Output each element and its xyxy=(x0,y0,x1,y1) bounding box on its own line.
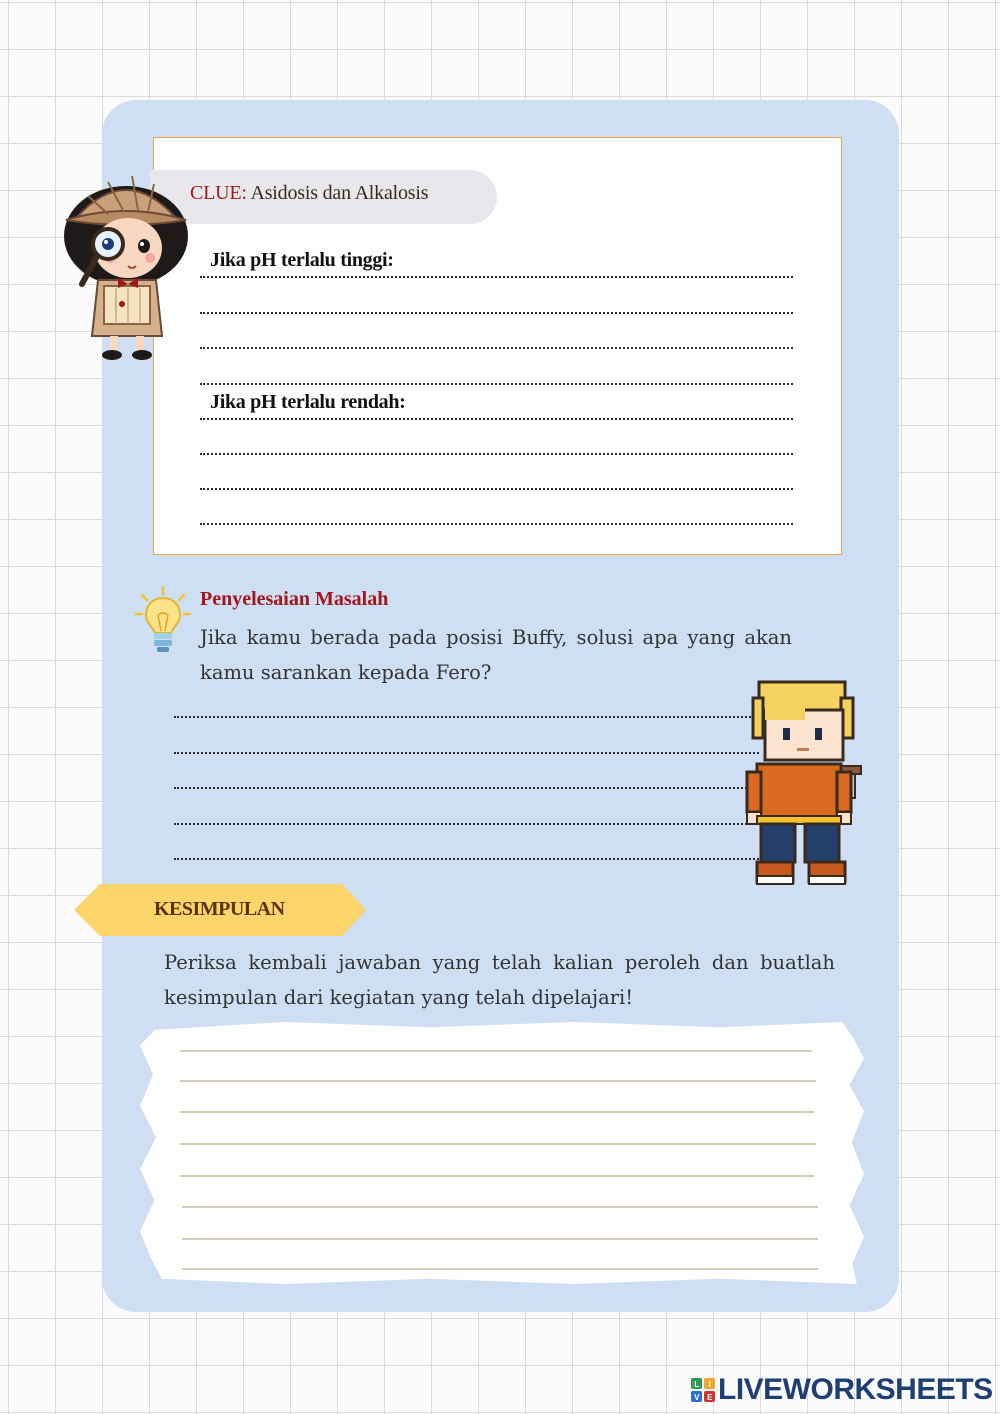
detective-girl-illustration xyxy=(58,166,194,362)
conclusion-line-3[interactable] xyxy=(180,1111,814,1113)
conclusion-line-6[interactable] xyxy=(182,1206,818,1208)
ph-low-label: Jika pH terlalu rendah: xyxy=(210,391,406,413)
answer-line-low-1[interactable] xyxy=(200,418,793,420)
clue-label: CLUE: xyxy=(190,182,247,204)
conclusion-line-2[interactable] xyxy=(180,1080,816,1082)
conclusion-line-5[interactable] xyxy=(180,1175,814,1177)
answer-line-high-2[interactable] xyxy=(200,312,793,314)
conclusion-line-7[interactable] xyxy=(182,1238,818,1240)
svg-text:E: E xyxy=(707,1393,712,1402)
conclusion-line-8[interactable] xyxy=(182,1268,818,1270)
ph-high-label: Jika pH terlalu tinggi: xyxy=(210,249,394,271)
svg-text:V: V xyxy=(694,1393,699,1402)
solution-line-4[interactable] xyxy=(174,823,759,825)
conclusion-paper xyxy=(140,1022,864,1284)
svg-text:I: I xyxy=(708,1380,711,1389)
liveworksheets-brand[interactable] xyxy=(690,1373,993,1407)
answer-line-high-4[interactable] xyxy=(200,383,793,385)
answer-line-low-2[interactable] xyxy=(200,453,793,455)
answer-line-high-1[interactable] xyxy=(200,276,793,278)
clue-topic: Asidosis dan Alkalosis xyxy=(250,182,429,204)
solution-line-3[interactable] xyxy=(174,787,759,789)
problem-question: Jika kamu berada pada posisi Buffy, solusi apa yang akan kamu sarankan kepada Fero? xyxy=(200,626,792,684)
clue-heading xyxy=(190,182,428,205)
answer-line-low-4[interactable] xyxy=(200,523,793,525)
conclusion-instruction: Periksa kembali jawaban yang telah kalian peroleh dan buatlah kesimpulan dari kegiatan yang telah dipelajari! xyxy=(164,951,835,1009)
answer-line-low-3[interactable] xyxy=(200,488,793,490)
conclusion-line-4[interactable] xyxy=(180,1143,816,1145)
lightbulb-icon xyxy=(134,585,192,659)
solution-line-1[interactable] xyxy=(174,716,759,718)
liveworksheets-logo-icon xyxy=(690,1377,716,1403)
solution-line-2[interactable] xyxy=(174,752,759,754)
conclusion-banner-label: KESIMPULAN xyxy=(154,898,285,920)
svg-text:L: L xyxy=(694,1380,699,1389)
conclusion-line-1[interactable] xyxy=(180,1050,812,1052)
problem-title: Penyelesaian Masalah xyxy=(200,588,389,610)
pixel-boy-illustration xyxy=(743,676,869,890)
answer-line-high-3[interactable] xyxy=(200,347,793,349)
brand-name: LIVEWORKSHEETS xyxy=(718,1373,993,1406)
solution-line-5[interactable] xyxy=(174,858,759,860)
